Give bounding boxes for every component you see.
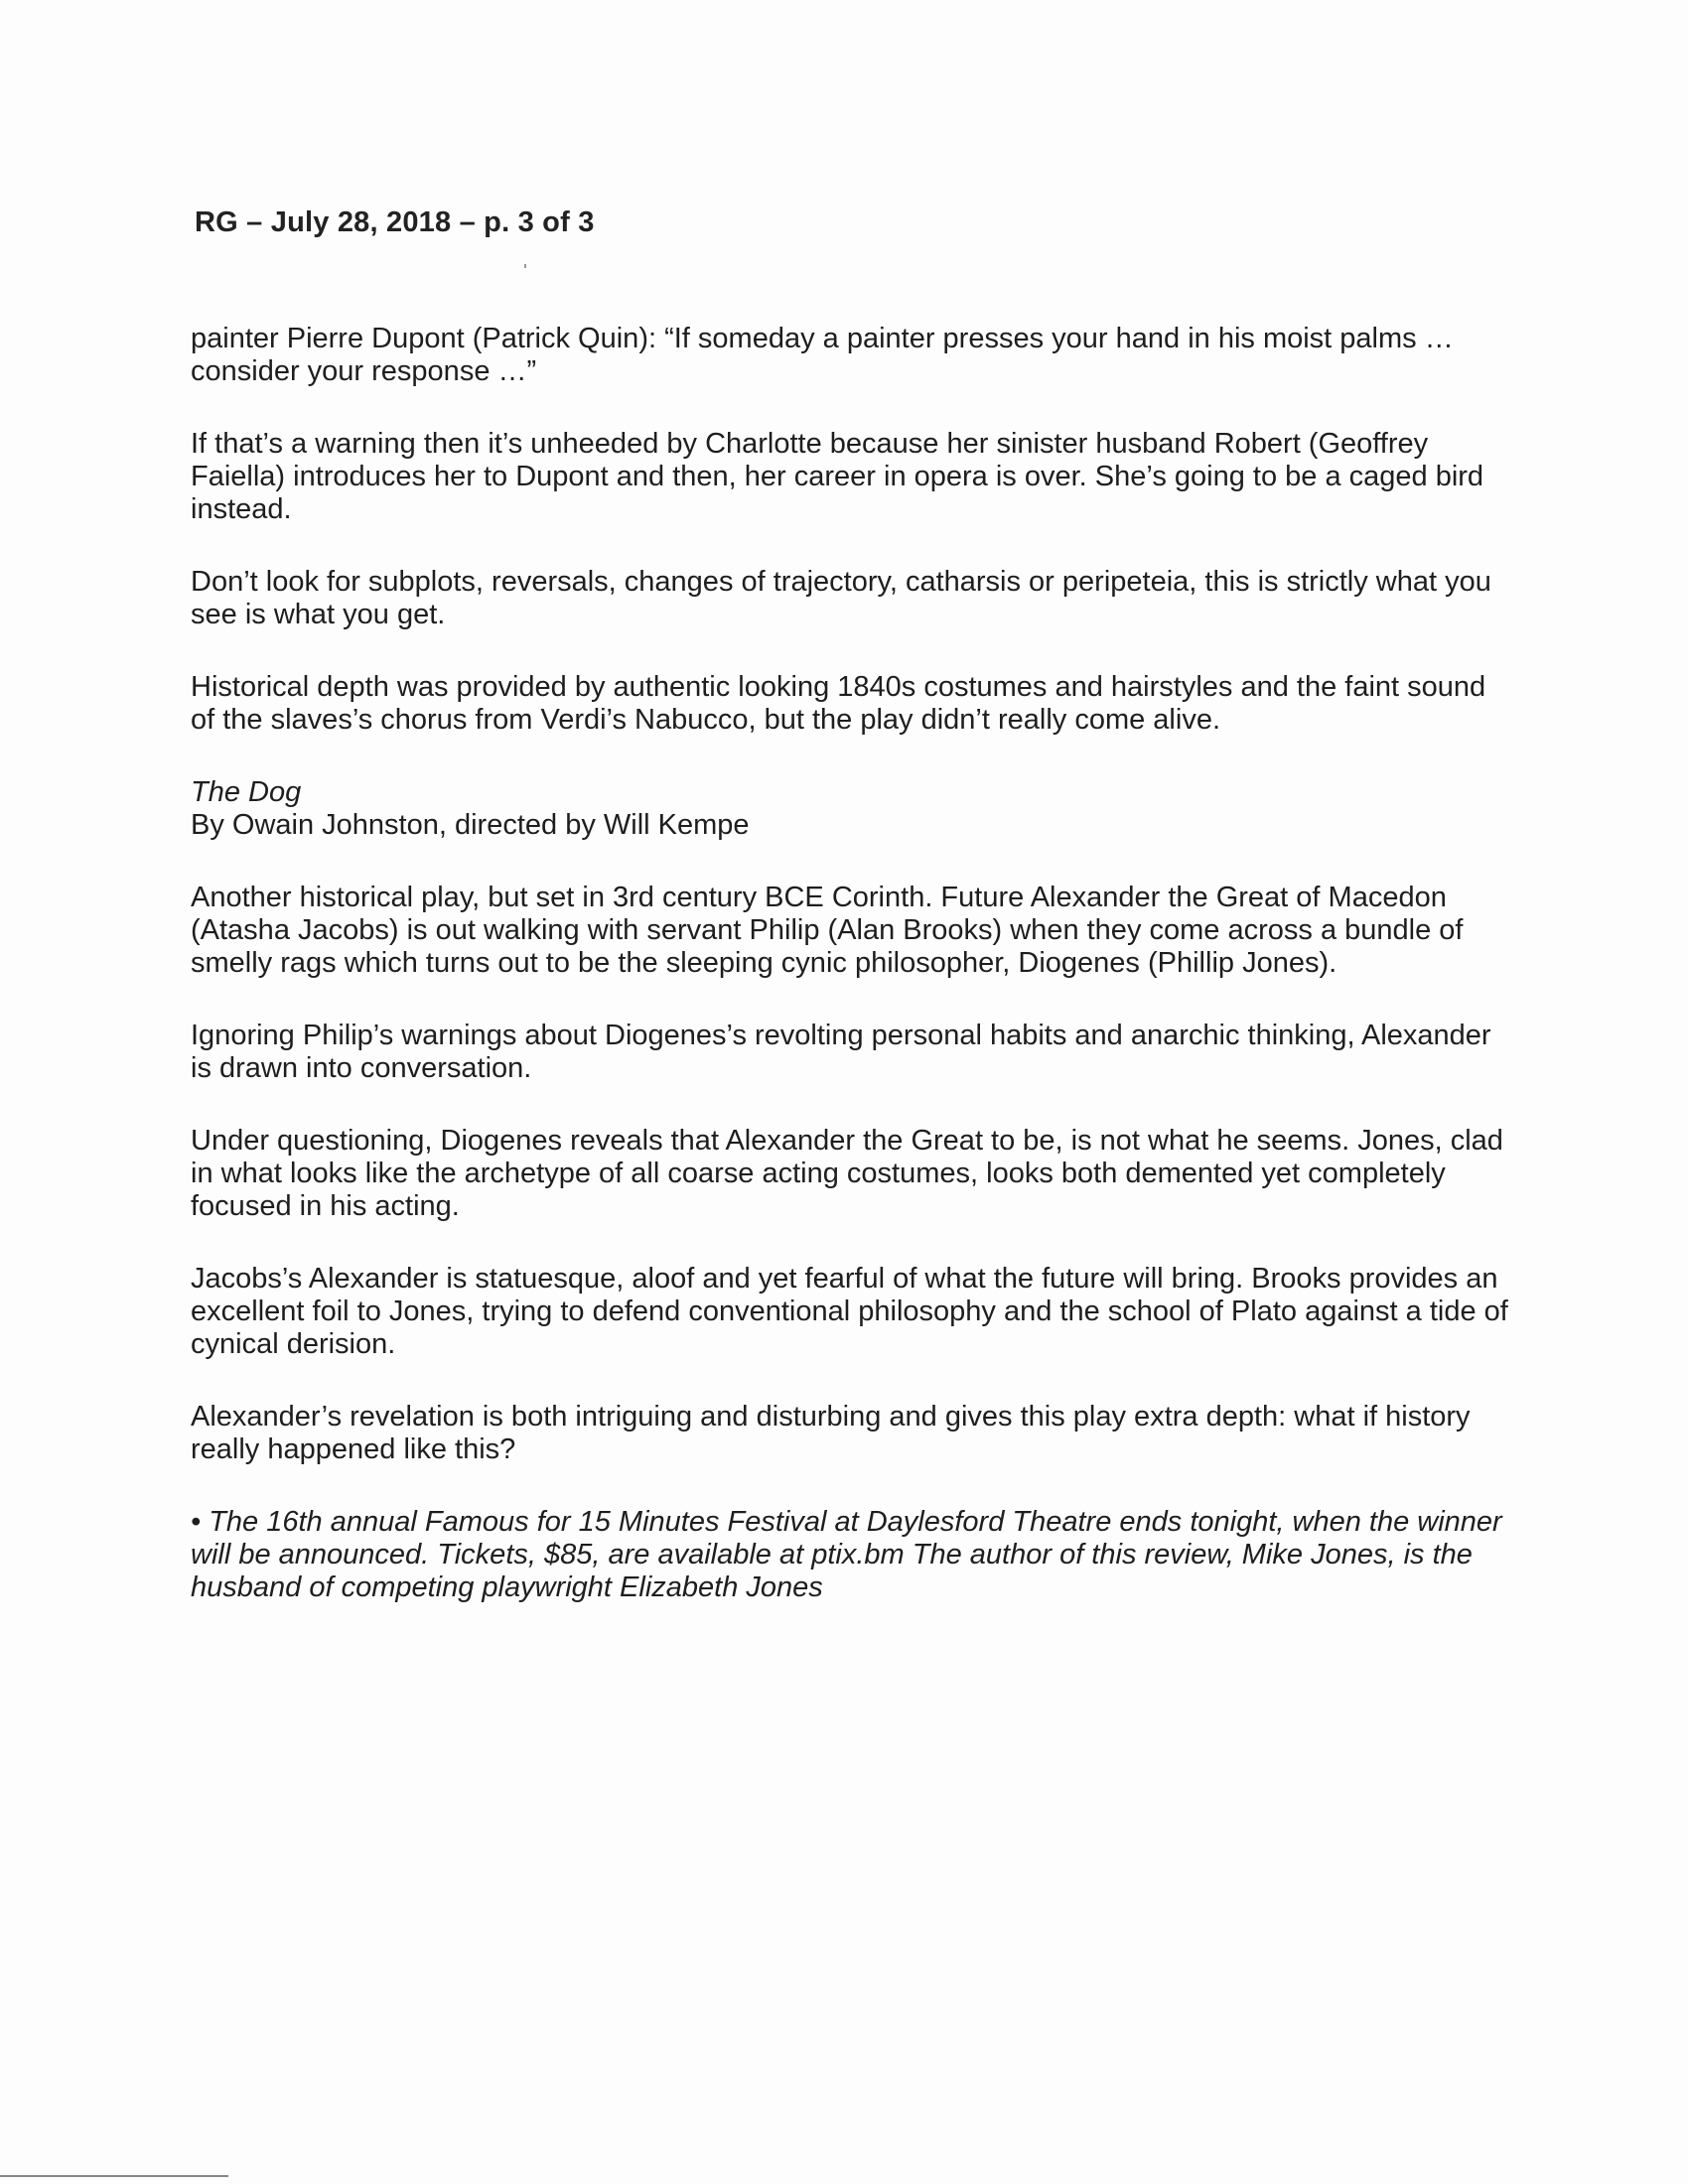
play-title: The Dog: [191, 776, 302, 808]
article-body: [191, 323, 1511, 1604]
scan-edge-line: [0, 2175, 228, 2177]
paragraph: painter Pierre Dupont (Patrick Quin): “If someday a painter presses your hand in his moist palms … consider your response …”: [191, 323, 1454, 387]
paragraph: Another historical play, but set in 3rd century BCE Corinth. Future Alexander the Great of Macedon (Atasha Jacobs) is out walking with servant Philip (Alan Brooks) when they come across a bundle of smelly rags which turns out to be the sleeping cynic philosopher, Diogenes (Phillip Jones).: [191, 882, 1464, 979]
page-header: RG – July 28, 2018 – p. 3 of 3: [195, 206, 595, 238]
paragraph: Under questioning, Diogenes reveals that Alexander the Great to be, is not what he seems. Jones, clad in what looks like the archetype of all coarse acting costumes, looks both demented yet completely focused in his acting.: [191, 1125, 1503, 1222]
play-byline: By Owain Johnston, directed by Will Kempe: [191, 809, 750, 841]
paragraph: Don’t look for subplots, reversals, changes of trajectory, catharsis or peripeteia, this is strictly what you see is what you get.: [191, 566, 1491, 630]
paragraph: Historical depth was provided by authentic looking 1840s costumes and hairstyles and the faint sound of the slaves’s chorus from Verdi’s Nabucco, but the play didn’t really come alive.: [191, 671, 1486, 736]
footnote: • The 16th annual Famous for 15 Minutes Festival at Daylesford Theatre ends tonight, when the winner will be announced. Tickets, $85, are available at ptix.bm The author of this review, Mike Jones, is the husband of competing playwright Elizabeth Jones: [191, 1506, 1502, 1603]
paragraph: Ignoring Philip’s warnings about Diogenes’s revolting personal habits and anarchic thinking, Alexander is drawn into conversation.: [191, 1020, 1491, 1084]
paragraph: Alexander’s revelation is both intriguing and disturbing and gives this play extra depth: what if history really happened like this?: [191, 1401, 1471, 1465]
paragraph: If that’s a warning then it’s unheeded by Charlotte because her sinister husband Robert (Geoffrey Faiella) introduces her to Dupont and then, her career in opera is over. She’s going to be a caged bird instead.: [191, 428, 1484, 525]
paragraph: Jacobs’s Alexander is statuesque, aloof and yet fearful of what the future will bring. Brooks provides an excellent foil to Jones, trying to defend conventional philosophy and the school of Plato against a tide of cynical derision.: [191, 1263, 1508, 1360]
stray-mark: [524, 264, 526, 268]
